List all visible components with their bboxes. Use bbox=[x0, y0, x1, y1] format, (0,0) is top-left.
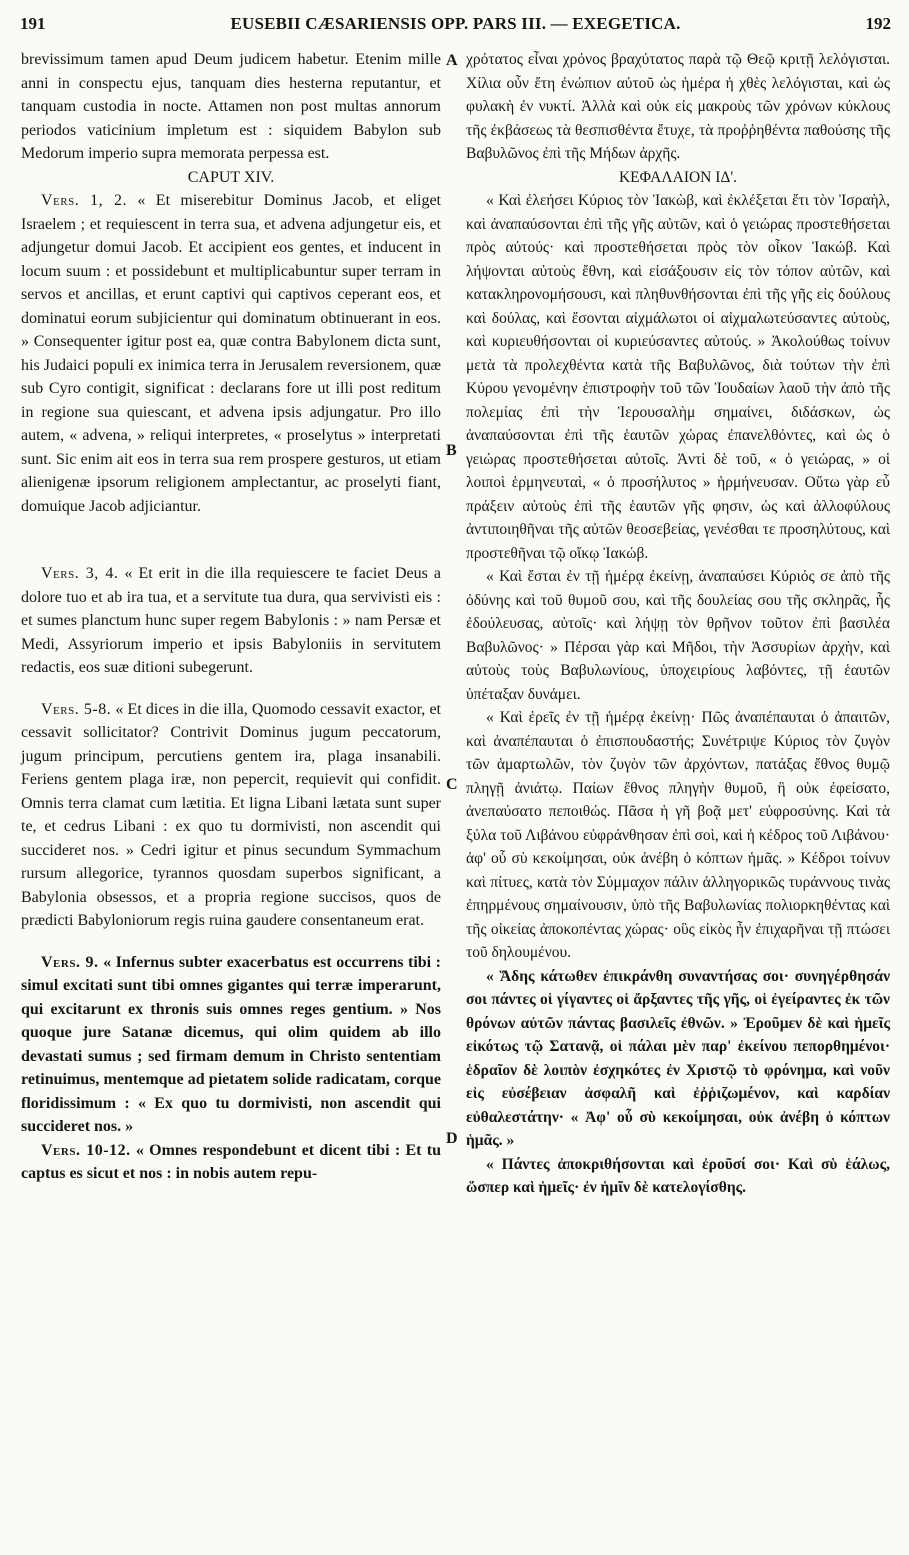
latin-verse-9 bbox=[21, 951, 441, 1139]
margin-marker-b: B bbox=[446, 442, 457, 459]
verse-text: « Infernus subter exacerbatus est occurrens tibi : simul excitati sunt tibi omnes gigantes qui terræ imperarunt, qui excitarunt ex thronis suis omnes reges gentium. » Nos quoque jure Satanæ dicemus, qui olim quidem ab illo devastati sumus ; sed firmam demum in Christo sententiam retinuimus, mentemque ad pietatem solide radicatam, corque floridissimum : « Ex quo tu dormivisti, non ascendit qui succideret nos. » bbox=[21, 953, 442, 1135]
margin-marker-a: A bbox=[446, 52, 458, 69]
verse-text: « Omnes respondebunt et dicent tibi : Et tu captus es sicut et nos : in nobis autem repu- bbox=[21, 1141, 442, 1182]
greek-paragraph-verse-5-8: « Καὶ ἐρεῖς ἐν τῇ ἡμέρᾳ ἐκείνῃ· Πῶς ἀναπέπαυται ὁ ἀπαιτῶν, καὶ ἀναπέπαυται ὁ ἐπισπουδαστής; Συνέτριψε Κύριος τὸν ζυγὸν τῶν ἁμαρτωλῶν, τὸν ζυγὸν τῶν ἀρχόντων, πατάξας ἔθνος θυμῷ πληγῇ ἀνιάτῳ. Παίων ἔθνος πληγὴν θυμοῦ, ἣ οὐκ ἐφείσατο, ἀνεπαύσατο πεποιθώς. Πᾶσα ἡ γῆ βοᾷ μετ' εὐφροσύνης. Καὶ τὰ ξύλα τοῦ Λιβάνου εὐφράνθησαν ἐπὶ σοὶ, καὶ ἡ κέδρος τοῦ Λιβάνου· ἀφ' οὗ σὺ κεκοίμησαι, οὐκ ἀνέβη ὁ κόπτων ἡμᾶς. » Κέδροι τοίνυν καὶ πίτυες, κατὰ τὸν Σύμμαχον πάλιν ἀλληγορικῶς τυράννους τινὰς ἐπηρμένους σημαίνουσιν, ὑπὸ τῆς Βαβυλωνίας πολιορκηθέντας καὶ τῆς οἰκείας ἀποκοπέντας χώρας· οὓς εἰκὸς ἦν ἐπιχαρῆναι τῇ πτώσει τοῦ δηλουμένου. bbox=[466, 709, 890, 961]
running-header bbox=[20, 8, 891, 38]
verse-text: « Et dices in die illa, Quomodo cessavit exactor, et cessavit sollicitator? Contrivit Dominus jugum peccatorum, jugum principum, percutiens gentem ira, plaga insanabili. Feriens gentem plaga iræ, non pepercit, requievit qui confidit. Omnis terra clamat cum lætitia. Et ligna Libani lætata sunt super te, et cedrus Libani : ex quo tu dormivisti, non ascendit qui succideret nos. » Cedri igitur et pinus secundum Symmachum rursum allegorice, tyrannos quosdam superbos significant, a Babylonia obsessos, et a propria regione succisos, quos de prædicti Babyloniorum regis ruina gaudere consentaneum erat. bbox=[21, 700, 442, 929]
verse-label: Vers. 1, 2. bbox=[41, 192, 128, 209]
latin-column bbox=[21, 48, 441, 1186]
latin-verse-10-12 bbox=[21, 1139, 441, 1186]
verse-text: « Et miserebitur Dominus Jacob, et eliget Israelem ; et requiescent in terra sua, et advena adjungetur eis, et adjungetur domui Jacob. Et accipient eos gentes, et inducent in locum suum : et possidebunt et multiplicabuntur super terram in servos et ancillas, et erunt captivi qui captivos ceperant eos, et dominatui eorum subjicientur qui dominatum obtinuerant in eos. » Consequenter igitur post ea, quæ contra Babylonem dicta sunt, his Judaici populi ex inimica terra in Jerusalem reversionem, quæ sub Cyro contigit, significat : declarans fore ut illi post reditum in regione sua quiescant, et advena ipsis adjungatur. Pro illo autem, « advena, » reliqui interpretes, « proselytus » interpretati sunt. Sic enim ait eos in terra sua rem prospere gesturos, ut etiam alienigenæ ipsorum religionem amplectantur, ac proselyti fiant, domuique Jacob adjiciantur. bbox=[21, 192, 442, 515]
greek-paragraph-verse-10-12: « Πάντες ἀποκριθήσονται καὶ ἐροῦσί σοι· Καὶ σὺ ἑάλως, ὥσπερ καὶ ἡμεῖς· ἐν ἡμῖν δὲ κατελογίσθης. bbox=[466, 1155, 890, 1196]
verse-label: Vers. 3, 4. bbox=[41, 565, 119, 582]
greek-paragraph-verse-9: « Ἅδης κάτωθεν ἐπικράνθη συναντήσας σοι· συνηγέρθησάν σοι πάντες οἱ γίγαντες οἱ ἄρξαντες τῆς γῆς, οἱ ἐγείραντες ἐκ τῶν θρόνων αὐτῶν πάντας βασιλεῖς ἐθνῶν. » Ἐροῦμεν δὲ καὶ ἡμεῖς εἰκότως τῷ Σατανᾷ, οἱ πάλαι μὲν παρ' ἐκείνου πεπορθημένοι· ἑδραῖον δὲ λοιπὸν ἐσχηκότες ἐν Χριστῷ τὸ φρόνημα, καὶ νοῦν εἰς εὐσέβειαν ἀσφαλῆ καὶ ἐῤῥιζωμένον, καὶ καρδίαν εὐθαλεστάτην· « Ἀφ' οὗ σὺ κεκοίμησαι, οὐκ ἀνέβη ὁ κόπτων ἡμᾶς. » bbox=[466, 967, 890, 1149]
latin-chapter-heading: CAPUT XIV. bbox=[187, 168, 275, 186]
verse-text: « Et erit in die illa requiescere te faciet Deus a dolore tuo et ab ira tua, et a servitute tua dura, qua servivisti eis : et sumes planctum hunc super regem Babylonis : » nam Persæ et Medi, Assyriorum imperio et ipsis Babyloniis in servitutem redactis, eos suæ ditioni subegerunt. bbox=[21, 565, 442, 676]
margin-marker-c: C bbox=[446, 776, 458, 793]
margin-marker-d: D bbox=[446, 1130, 458, 1147]
greek-paragraph-intro: χρότατος εἶναι χρόνος βραχύτατος παρὰ τῷ Θεῷ κριτῇ λελόγισται. Χίλια οὖν ἔτη ἐνώπιον αὐτοῦ ὡς ἡμέρα ἡ χθὲς λελόγισται, καὶ ὡς φυλακὴ ἐν νυκτί. Ἀλλὰ καὶ οὐκ εἰς μακροὺς τῶν χρόνων κύκλους τῆς ἐκβάσεως τὰ θεσπισθέντα ἔτυχε, τὰ προῤῥηθέντα παθούσης τῆς Βαβυλῶνος ἐπὶ τῆς Μήδων ἀρχῆς. bbox=[466, 51, 890, 162]
latin-verse-1-2 bbox=[21, 189, 441, 518]
verse-label: Vers. 9. bbox=[41, 953, 99, 971]
page-number-left: 191 bbox=[20, 14, 46, 33]
latin-verse-5-8 bbox=[21, 698, 441, 933]
page-number-right: 192 bbox=[865, 14, 891, 33]
running-title: EUSEBII CÆSARIENSIS OPP. PARS III. — EXEGETICA. bbox=[230, 14, 681, 33]
greek-column bbox=[466, 48, 890, 1200]
latin-paragraph-intro: brevissimum tamen apud Deum judicem habetur. Etenim mille anni in conspectu ejus, tanquam dies hesterna reputantur, et tanquam custodia in nocte. Attamen non post multas annorum periodos vaticinium impletum est : siquidem Babylon sub Medorum imperio supra memorata perpessa est. bbox=[21, 51, 441, 162]
greek-paragraph-verse-3-4: « Καὶ ἔσται ἐν τῇ ἡμέρᾳ ἐκείνῃ, ἀναπαύσει Κύριός σε ἀπὸ τῆς ὀδύνης καὶ τοῦ θυμοῦ σου, καὶ τῆς δουλείας σου τῆς σκληρᾶς, ἧς ἐδούλευσας, αὐτοῖς· καὶ λήψῃ τὸν θρῆνον τοῦτον ἐπὶ βασιλέα Βαβυλῶνος· » Πέρσαι γὰρ καὶ Μῆδοι, τὴν Ἀσσυρίων ἀρχὴν, καὶ αὐτοὺς τοὺς Βαβυλωνίους, ὑποχειρίους λαβόντες, τῇ ἑαυτῶν ὑπέταξαν δυνάμει. bbox=[466, 568, 890, 703]
latin-verse-3-4 bbox=[21, 562, 441, 680]
greek-paragraph-verse-1-2: « Καὶ ἐλεήσει Κύριος τὸν Ἰακὼβ, καὶ ἐκλέξεται ἔτι τὸν Ἰσραὴλ, καὶ ἀναπαύσονται ἐπὶ τῆς γῆς αὐτῶν, καὶ ὁ γειώρας προστεθήσεται πρὸς αὐτούς· καὶ προστεθήσεται πρὸς τὸν οἶκον Ἰακώβ. Καὶ λήψονται αὐτοὺς ἔθνη, καὶ εἰσάξουσιν εἰς τὸν τόπον αὐτῶν, καὶ κατακληρονομήσουσι, καὶ πληθυνθήσονται ἐπὶ τῆς γῆς εἰς δούλους καὶ δούλας, καὶ ἔσονται αἰχμάλωτοι οἱ αἰχμαλωτεύσαντες αὐτοὺς, καὶ κυριευθήσονται οἱ κυριεύσαντες αὐτούς. » Ἀκολούθως τοίνυν μετὰ τὰ προλεχθέντα κατὰ τῆς Βαβυλῶνος, διὰ τούτων τὴν ἐπὶ Κύρου γενομένην ἐπιστροφὴν τοῦ τῶν Ἰουδαίων λαοῦ τὴν ἀπὸ τῆς πολεμίας ἐπὶ τὴν Ἱερουσαλὴμ σημαίνει, διδάσκων, ὡς ἀναπαύσονται ἐπὶ τῆς ἑαυτῶν χώρας ἐπανελθόντες, καὶ ὡς ὁ γειώρας προστεθήσεται αὐτοῖς. Ἀντὶ δὲ τοῦ, « ὁ γειώρας, » οἱ λοιποὶ ἑρμηνευταὶ, « ὁ προσήλυτος » ἡρμήνευσαν. Οὕτω γὰρ εὖ πράξειν αὐτοὺς ἐπὶ τῆς ἑαυτῶν γῆς φησιν, ὡς καὶ ἀλλοφύλους ἀντιποιηθῆναι τῆς αὐτῶν θεοσεβείας, γενέσθαι τε προσηλύτους, καὶ προστεθῆναι τῷ οἴκῳ Ἰακώβ. bbox=[466, 192, 890, 562]
greek-chapter-heading: ΚΕΦΑΛΑΙΟΝ ΙΔ'. bbox=[618, 168, 738, 186]
verse-label: Vers. 10-12. bbox=[41, 1141, 131, 1159]
verse-label: Vers. 5-8. bbox=[41, 700, 112, 718]
